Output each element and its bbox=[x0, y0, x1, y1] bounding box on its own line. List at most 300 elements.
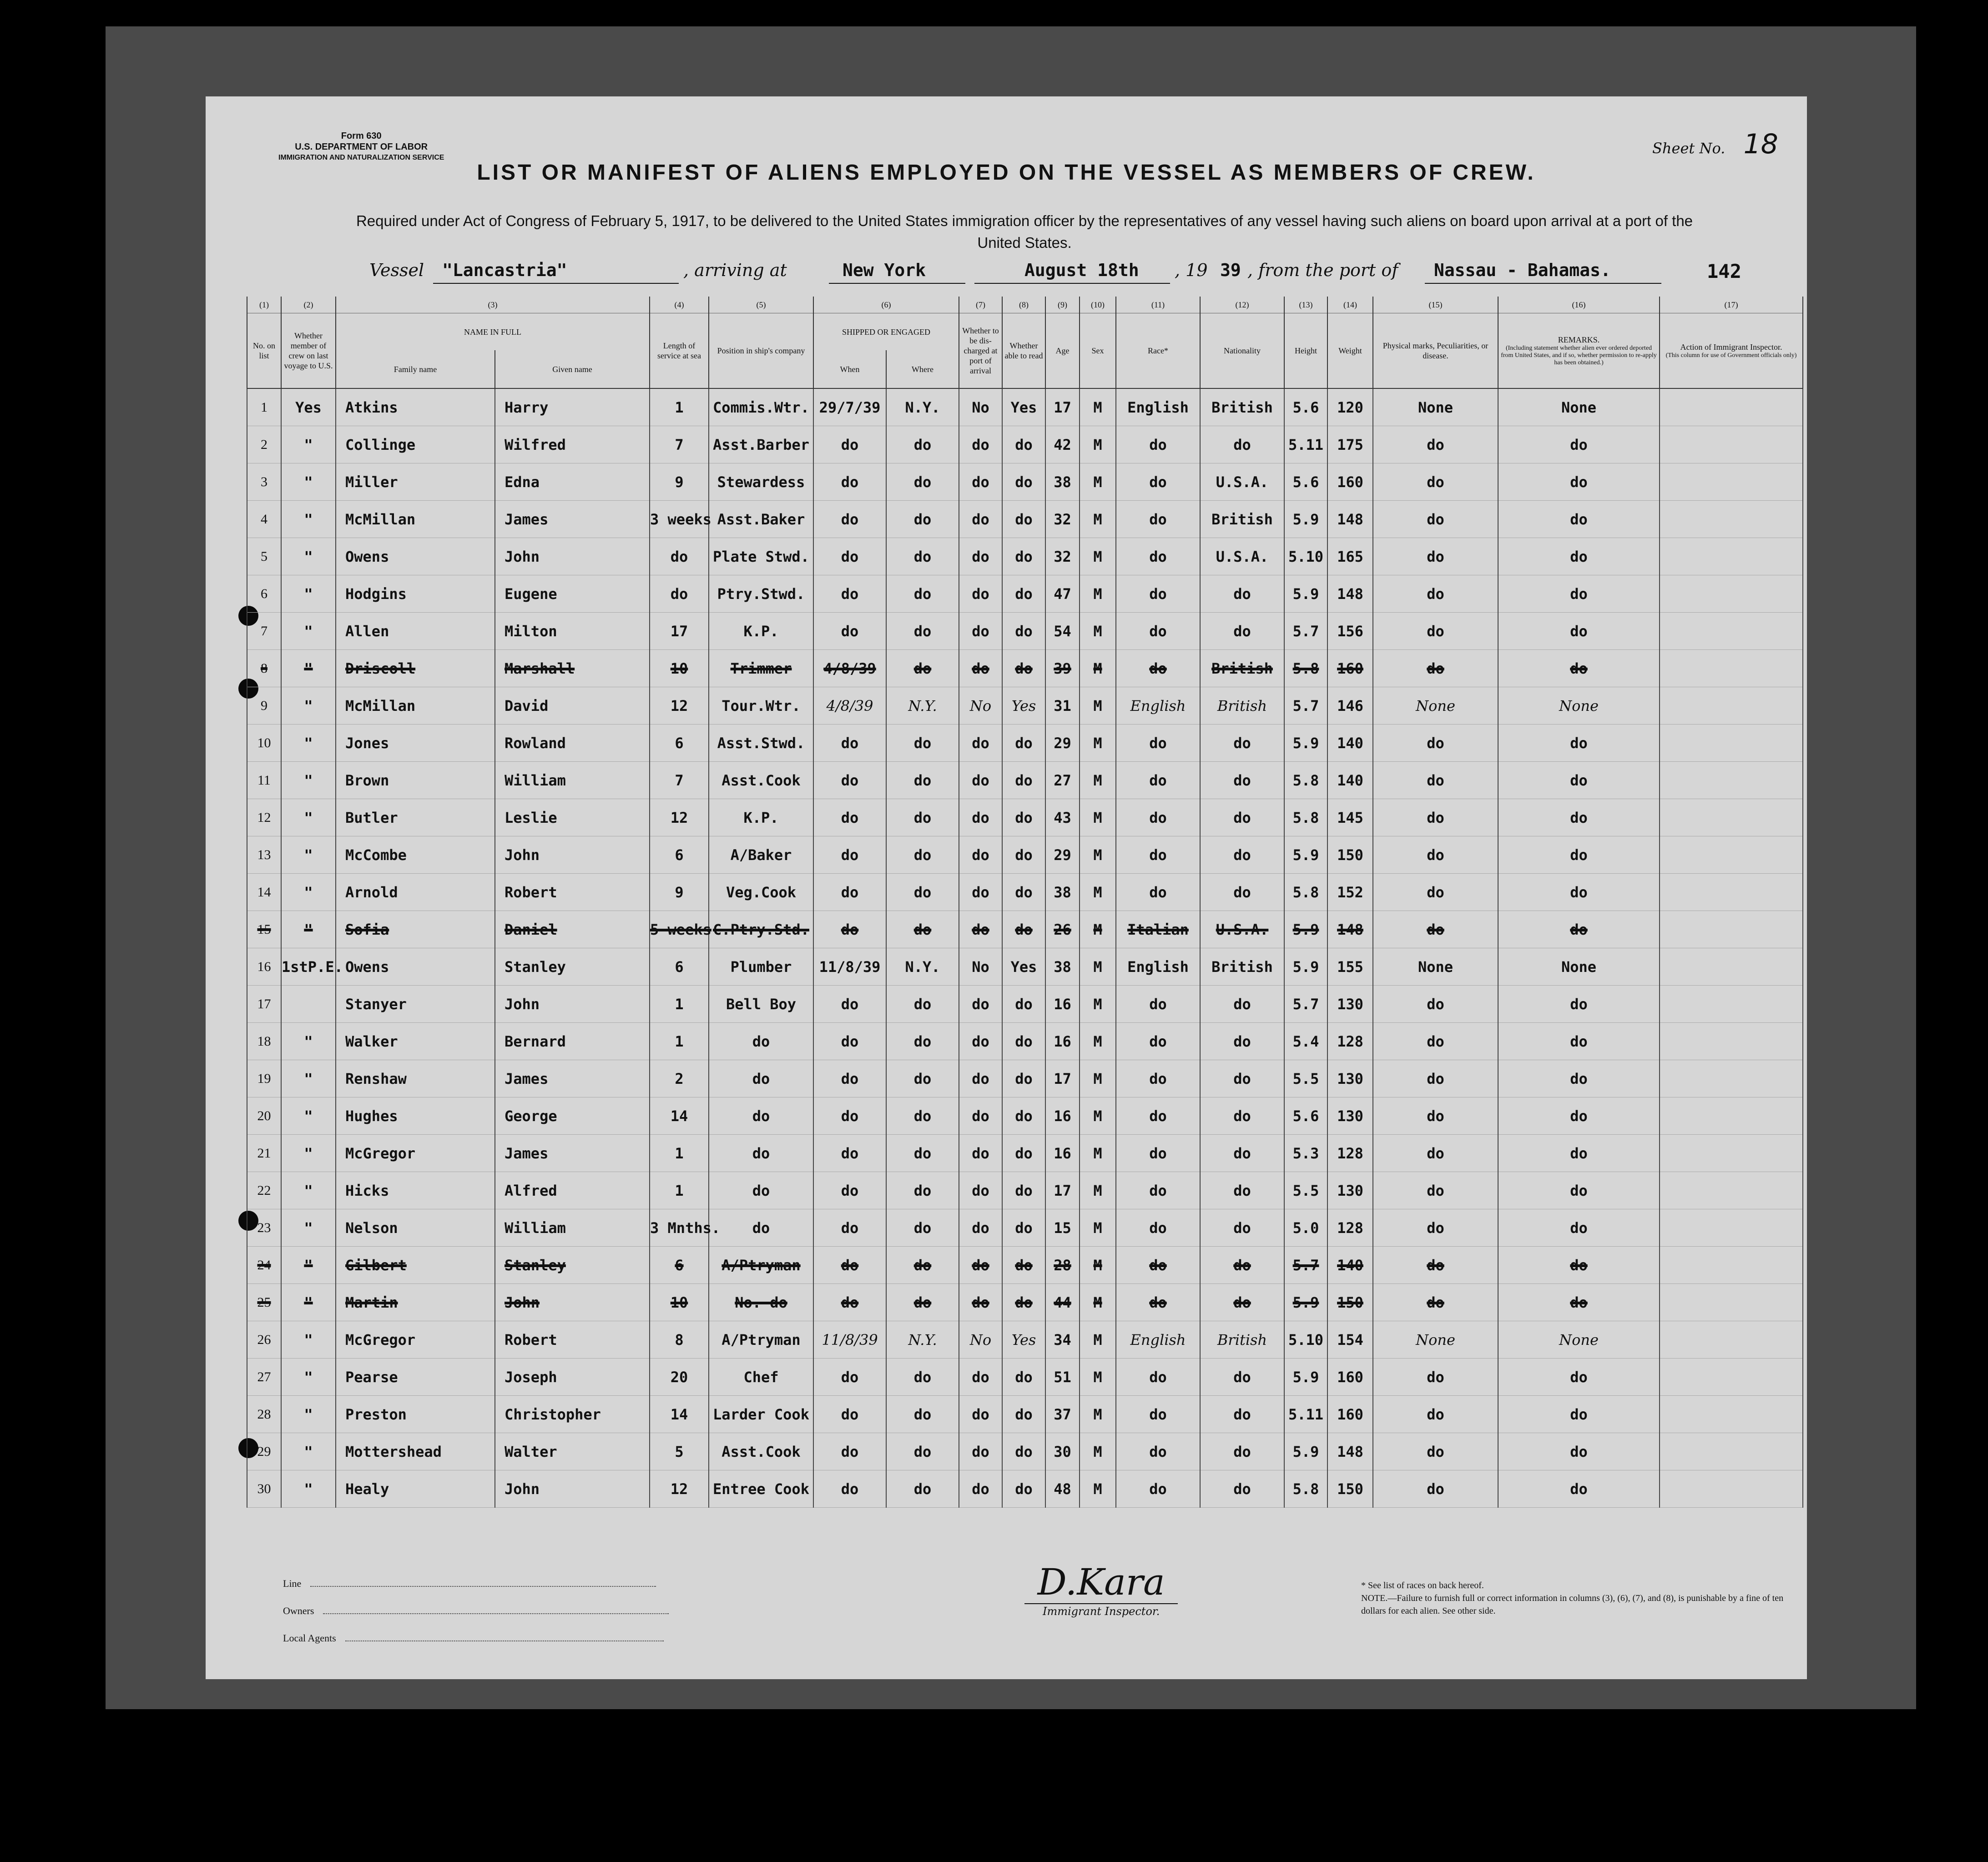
manifest-sheet bbox=[206, 96, 1807, 1679]
given-name: Robert bbox=[495, 874, 650, 911]
shipped-where: do bbox=[886, 613, 959, 650]
position: C.Ptry.Std. bbox=[709, 911, 813, 948]
length-of-service: 9 bbox=[650, 463, 709, 501]
given-name: Edna bbox=[495, 463, 650, 501]
length-of-service: 6 bbox=[650, 1247, 709, 1284]
weight: 128 bbox=[1327, 1135, 1373, 1172]
weight: 150 bbox=[1327, 836, 1373, 874]
family-name: Butler bbox=[336, 799, 495, 836]
length-of-service: 6 bbox=[650, 948, 709, 986]
family-name: Owens bbox=[336, 538, 495, 575]
inspector-action bbox=[1660, 1284, 1803, 1321]
row-number: 21 bbox=[247, 1135, 281, 1172]
nationality: do bbox=[1200, 426, 1284, 463]
remarks: do bbox=[1498, 1284, 1660, 1321]
age: 37 bbox=[1045, 1396, 1080, 1433]
position: do bbox=[709, 1172, 813, 1209]
age: 43 bbox=[1045, 799, 1080, 836]
shipped-where: do bbox=[886, 762, 959, 799]
sex: M bbox=[1080, 501, 1116, 538]
height: 5.7 bbox=[1284, 687, 1327, 725]
position: Entree Cook bbox=[709, 1470, 813, 1508]
row-number: 23 bbox=[247, 1209, 281, 1247]
sheet-number bbox=[1652, 128, 1778, 160]
race: do bbox=[1116, 1060, 1200, 1097]
race: do bbox=[1116, 725, 1200, 762]
position: Plumber bbox=[709, 948, 813, 986]
sex: M bbox=[1080, 1470, 1116, 1508]
length-of-service: 6 bbox=[650, 836, 709, 874]
remarks: do bbox=[1498, 1172, 1660, 1209]
action-title: Action of Immigrant Inspector. bbox=[1680, 342, 1782, 352]
shipped-where: do bbox=[886, 538, 959, 575]
nationality: do bbox=[1200, 613, 1284, 650]
length-of-service: 7 bbox=[650, 426, 709, 463]
family-name: Walker bbox=[336, 1023, 495, 1060]
row-number: 13 bbox=[247, 836, 281, 874]
remarks-note: (Including statement whether alien ever ordered deported from United States, and if so, whether permission to re-apply has been obtained.) bbox=[1501, 345, 1657, 366]
physical-marks: do bbox=[1373, 501, 1498, 538]
table-row bbox=[247, 613, 1803, 650]
physical-marks: do bbox=[1373, 1396, 1498, 1433]
shipped-when: do bbox=[813, 1097, 886, 1135]
physical-marks: None bbox=[1373, 1321, 1498, 1359]
remarks: None bbox=[1498, 1321, 1660, 1359]
col-height: Height bbox=[1284, 313, 1327, 389]
given-name: Daniel bbox=[495, 911, 650, 948]
discharged: do bbox=[959, 426, 1002, 463]
race: do bbox=[1116, 1135, 1200, 1172]
discharged: do bbox=[959, 1172, 1002, 1209]
length-of-service: 5 weeks bbox=[650, 911, 709, 948]
length-of-service: 2 bbox=[650, 1060, 709, 1097]
given-name: Eugene bbox=[495, 575, 650, 613]
age: 38 bbox=[1045, 874, 1080, 911]
position: Asst.Cook bbox=[709, 762, 813, 799]
shipped-when: do bbox=[813, 1359, 886, 1396]
shipped-when: 4/8/39 bbox=[813, 650, 886, 687]
remarks: do bbox=[1498, 1470, 1660, 1508]
physical-marks: do bbox=[1373, 426, 1498, 463]
length-of-service: 1 bbox=[650, 1172, 709, 1209]
age: 29 bbox=[1045, 725, 1080, 762]
inspector-action bbox=[1660, 575, 1803, 613]
table-row bbox=[247, 874, 1803, 911]
inspector-action bbox=[1660, 1247, 1803, 1284]
row-number: 12 bbox=[247, 799, 281, 836]
crew-member-status: " bbox=[281, 687, 336, 725]
remarks: do bbox=[1498, 1359, 1660, 1396]
given-name: James bbox=[495, 1135, 650, 1172]
age: 30 bbox=[1045, 1433, 1080, 1470]
col-when: When bbox=[813, 350, 886, 388]
given-name: Harry bbox=[495, 388, 650, 426]
able-to-read: Yes bbox=[1002, 1321, 1045, 1359]
able-to-read: do bbox=[1002, 1172, 1045, 1209]
able-to-read: do bbox=[1002, 1433, 1045, 1470]
row-number: 11 bbox=[247, 762, 281, 799]
height: 5.9 bbox=[1284, 948, 1327, 986]
physical-marks: do bbox=[1373, 1284, 1498, 1321]
race-note: * See list of races on back hereof. bbox=[1361, 1580, 1484, 1590]
length-of-service: 14 bbox=[650, 1097, 709, 1135]
family-name: Gilbert bbox=[336, 1247, 495, 1284]
shipped-when: do bbox=[813, 911, 886, 948]
footer-fields bbox=[283, 1570, 669, 1652]
able-to-read: do bbox=[1002, 836, 1045, 874]
col-able-to-read: Whether able to read bbox=[1002, 313, 1045, 389]
length-of-service: 14 bbox=[650, 1396, 709, 1433]
nationality: do bbox=[1200, 1060, 1284, 1097]
crew-member-status: " bbox=[281, 426, 336, 463]
age: 16 bbox=[1045, 1023, 1080, 1060]
shipped-when: do bbox=[813, 1135, 886, 1172]
family-name: McMillan bbox=[336, 687, 495, 725]
shipped-when: do bbox=[813, 575, 886, 613]
shipped-when: do bbox=[813, 1172, 886, 1209]
footnotes bbox=[1361, 1579, 1789, 1617]
given-name: Rowland bbox=[495, 725, 650, 762]
col-discharged: Whether to be dis-charged at port of arrival bbox=[959, 313, 1002, 389]
shipped-when: do bbox=[813, 1060, 886, 1097]
col-given-name: Given name bbox=[495, 350, 650, 388]
arriving-label: , arriving at bbox=[683, 260, 787, 280]
shipped-where: do bbox=[886, 799, 959, 836]
remarks: do bbox=[1498, 1023, 1660, 1060]
physical-marks: do bbox=[1373, 650, 1498, 687]
crew-member-status: " bbox=[281, 575, 336, 613]
height: 5.6 bbox=[1284, 1097, 1327, 1135]
race: English bbox=[1116, 388, 1200, 426]
age: 42 bbox=[1045, 426, 1080, 463]
row-number: 20 bbox=[247, 1097, 281, 1135]
crew-member-status: " bbox=[281, 1097, 336, 1135]
page-title: LIST OR MANIFEST OF ALIENS EMPLOYED ON THE VESSEL AS MEMBERS OF CREW. bbox=[477, 161, 1536, 185]
age: 26 bbox=[1045, 911, 1080, 948]
shipped-when: do bbox=[813, 986, 886, 1023]
able-to-read: do bbox=[1002, 613, 1045, 650]
age: 27 bbox=[1045, 762, 1080, 799]
given-name: James bbox=[495, 501, 650, 538]
discharged: No bbox=[959, 1321, 1002, 1359]
able-to-read: Yes bbox=[1002, 687, 1045, 725]
discharged: do bbox=[959, 836, 1002, 874]
shipped-where: do bbox=[886, 1097, 959, 1135]
row-number: 26 bbox=[247, 1321, 281, 1359]
column-number: (12) bbox=[1200, 297, 1284, 313]
age: 51 bbox=[1045, 1359, 1080, 1396]
position: No. do bbox=[709, 1284, 813, 1321]
given-name: John bbox=[495, 538, 650, 575]
given-name: Bernard bbox=[495, 1023, 650, 1060]
height: 5.9 bbox=[1284, 911, 1327, 948]
crew-member-status: " bbox=[281, 725, 336, 762]
remarks: do bbox=[1498, 725, 1660, 762]
race: do bbox=[1116, 1097, 1200, 1135]
col-name-in-full: NAME IN FULL bbox=[336, 313, 650, 351]
table-row bbox=[247, 426, 1803, 463]
weight: 128 bbox=[1327, 1209, 1373, 1247]
weight: 150 bbox=[1327, 1284, 1373, 1321]
physical-marks: do bbox=[1373, 1060, 1498, 1097]
race: do bbox=[1116, 575, 1200, 613]
race: do bbox=[1116, 1247, 1200, 1284]
inspector-action bbox=[1660, 762, 1803, 799]
position: K.P. bbox=[709, 613, 813, 650]
age: 38 bbox=[1045, 463, 1080, 501]
height: 5.9 bbox=[1284, 501, 1327, 538]
sex: M bbox=[1080, 388, 1116, 426]
inspector-action bbox=[1660, 538, 1803, 575]
nationality: do bbox=[1200, 1247, 1284, 1284]
agents-label: Local Agents bbox=[283, 1632, 336, 1644]
length-of-service: 6 bbox=[650, 725, 709, 762]
inspector-action bbox=[1660, 687, 1803, 725]
weight: 140 bbox=[1327, 1247, 1373, 1284]
shipped-where: do bbox=[886, 1172, 959, 1209]
shipped-where: do bbox=[886, 501, 959, 538]
crew-member-status: " bbox=[281, 1321, 336, 1359]
remarks: do bbox=[1498, 1135, 1660, 1172]
shipped-where: do bbox=[886, 1359, 959, 1396]
inspector-action bbox=[1660, 501, 1803, 538]
able-to-read: do bbox=[1002, 1396, 1045, 1433]
weight: 148 bbox=[1327, 911, 1373, 948]
remarks: do bbox=[1498, 1209, 1660, 1247]
row-number: 4 bbox=[247, 501, 281, 538]
crew-member-status: " bbox=[281, 1396, 336, 1433]
discharged: do bbox=[959, 538, 1002, 575]
given-name: Stanley bbox=[495, 948, 650, 986]
weight: 150 bbox=[1327, 1470, 1373, 1508]
inspector-action bbox=[1660, 799, 1803, 836]
length-of-service: 9 bbox=[650, 874, 709, 911]
length-of-service: 1 bbox=[650, 986, 709, 1023]
family-name: McCombe bbox=[336, 836, 495, 874]
height: 5.9 bbox=[1284, 1359, 1327, 1396]
col-length-of-service: Length of service at sea bbox=[650, 313, 709, 389]
discharged: do bbox=[959, 1023, 1002, 1060]
physical-marks: None bbox=[1373, 388, 1498, 426]
row-number: 28 bbox=[247, 1396, 281, 1433]
remarks: do bbox=[1498, 650, 1660, 687]
shipped-when: do bbox=[813, 1023, 886, 1060]
inspector-action bbox=[1660, 1433, 1803, 1470]
race: do bbox=[1116, 1433, 1200, 1470]
shipped-where: do bbox=[886, 1060, 959, 1097]
column-number: (15) bbox=[1373, 297, 1498, 313]
physical-marks: do bbox=[1373, 1247, 1498, 1284]
physical-marks: do bbox=[1373, 762, 1498, 799]
table-row bbox=[247, 986, 1803, 1023]
race: do bbox=[1116, 1359, 1200, 1396]
crew-manifest-table bbox=[247, 297, 1803, 1508]
nationality: U.S.A. bbox=[1200, 463, 1284, 501]
given-name: Walter bbox=[495, 1433, 650, 1470]
height: 5.3 bbox=[1284, 1135, 1327, 1172]
row-number: 7 bbox=[247, 613, 281, 650]
remarks: do bbox=[1498, 426, 1660, 463]
column-number: (11) bbox=[1116, 297, 1200, 313]
discharged: do bbox=[959, 1209, 1002, 1247]
shipped-where: do bbox=[886, 874, 959, 911]
shipped-when: do bbox=[813, 799, 886, 836]
position: Commis.Wtr. bbox=[709, 388, 813, 426]
position: Asst.Baker bbox=[709, 501, 813, 538]
nationality: do bbox=[1200, 1023, 1284, 1060]
shipped-when: 4/8/39 bbox=[813, 687, 886, 725]
given-name: Milton bbox=[495, 613, 650, 650]
sheet-number-label: Sheet No. bbox=[1652, 140, 1726, 157]
remarks: None bbox=[1498, 687, 1660, 725]
height: 5.11 bbox=[1284, 426, 1327, 463]
given-name: Leslie bbox=[495, 799, 650, 836]
age: 16 bbox=[1045, 1097, 1080, 1135]
family-name: Driscoll bbox=[336, 650, 495, 687]
shipped-where: do bbox=[886, 463, 959, 501]
shipped-when: do bbox=[813, 1209, 886, 1247]
discharged: do bbox=[959, 986, 1002, 1023]
shipped-where: do bbox=[886, 1470, 959, 1508]
column-number: (4) bbox=[650, 297, 709, 313]
physical-marks: do bbox=[1373, 1135, 1498, 1172]
age: 34 bbox=[1045, 1321, 1080, 1359]
height: 5.9 bbox=[1284, 575, 1327, 613]
table-row bbox=[247, 1359, 1803, 1396]
table-row bbox=[247, 1470, 1803, 1508]
remarks: do bbox=[1498, 613, 1660, 650]
race: do bbox=[1116, 650, 1200, 687]
arrival-date: August 18th bbox=[1024, 260, 1139, 280]
row-number: 25 bbox=[247, 1284, 281, 1321]
discharged: do bbox=[959, 1060, 1002, 1097]
height: 5.8 bbox=[1284, 762, 1327, 799]
family-name: McGregor bbox=[336, 1321, 495, 1359]
inspector-action bbox=[1660, 650, 1803, 687]
given-name: James bbox=[495, 1060, 650, 1097]
age: 39 bbox=[1045, 650, 1080, 687]
inspector-action bbox=[1660, 1470, 1803, 1508]
shipped-when: do bbox=[813, 426, 886, 463]
given-name: Marshall bbox=[495, 650, 650, 687]
table-row bbox=[247, 762, 1803, 799]
crew-member-status: " bbox=[281, 538, 336, 575]
position: Asst.Barber bbox=[709, 426, 813, 463]
discharged: do bbox=[959, 799, 1002, 836]
shipped-when: do bbox=[813, 874, 886, 911]
weight: 160 bbox=[1327, 463, 1373, 501]
column-number: (8) bbox=[1002, 297, 1045, 313]
race: do bbox=[1116, 613, 1200, 650]
inspector-action bbox=[1660, 725, 1803, 762]
nationality: do bbox=[1200, 1396, 1284, 1433]
crew-member-status: " bbox=[281, 613, 336, 650]
nationality: British bbox=[1200, 1321, 1284, 1359]
shipped-where: do bbox=[886, 986, 959, 1023]
penalty-note: NOTE.—Failure to furnish full or correct information in columns (3), (6), (7), and (8), is punishable by a fine of ten dollars for each alien. See other side. bbox=[1361, 1593, 1784, 1616]
physical-marks: do bbox=[1373, 1359, 1498, 1396]
col-family-name: Family name bbox=[336, 350, 495, 388]
inspector-action bbox=[1660, 463, 1803, 501]
height: 5.9 bbox=[1284, 725, 1327, 762]
able-to-read: do bbox=[1002, 1097, 1045, 1135]
crew-member-status: " bbox=[281, 1023, 336, 1060]
position: Larder Cook bbox=[709, 1396, 813, 1433]
col-nationality: Nationality bbox=[1200, 313, 1284, 389]
age: 29 bbox=[1045, 836, 1080, 874]
table-row bbox=[247, 1135, 1803, 1172]
weight: 130 bbox=[1327, 986, 1373, 1023]
physical-marks: None bbox=[1373, 687, 1498, 725]
row-number: 17 bbox=[247, 986, 281, 1023]
height: 5.9 bbox=[1284, 1433, 1327, 1470]
nationality: do bbox=[1200, 1172, 1284, 1209]
position: do bbox=[709, 1097, 813, 1135]
weight: 128 bbox=[1327, 1023, 1373, 1060]
shipped-where: N.Y. bbox=[886, 388, 959, 426]
table-row bbox=[247, 911, 1803, 948]
row-number: 30 bbox=[247, 1470, 281, 1508]
race: do bbox=[1116, 1470, 1200, 1508]
physical-marks: do bbox=[1373, 538, 1498, 575]
crew-member-status: Yes bbox=[281, 388, 336, 426]
row-number: 24 bbox=[247, 1247, 281, 1284]
discharged: do bbox=[959, 1097, 1002, 1135]
able-to-read: do bbox=[1002, 911, 1045, 948]
port-label: , from the port of bbox=[1247, 260, 1398, 280]
table-row bbox=[247, 1321, 1803, 1359]
table-row bbox=[247, 687, 1803, 725]
race: do bbox=[1116, 986, 1200, 1023]
crew-member-status: 1stP.E. bbox=[281, 948, 336, 986]
crew-member-status: " bbox=[281, 1433, 336, 1470]
shipped-where: do bbox=[886, 836, 959, 874]
position: do bbox=[709, 1023, 813, 1060]
sex: M bbox=[1080, 1284, 1116, 1321]
length-of-service: 1 bbox=[650, 388, 709, 426]
position: Ptry.Stwd. bbox=[709, 575, 813, 613]
family-name: Owens bbox=[336, 948, 495, 986]
column-number: (7) bbox=[959, 297, 1002, 313]
age: 16 bbox=[1045, 1135, 1080, 1172]
column-number: (1) bbox=[247, 297, 281, 313]
inspector-action bbox=[1660, 986, 1803, 1023]
shipped-where: do bbox=[886, 911, 959, 948]
given-name: George bbox=[495, 1097, 650, 1135]
age: 15 bbox=[1045, 1209, 1080, 1247]
col-weight: Weight bbox=[1327, 313, 1373, 389]
age: 17 bbox=[1045, 1060, 1080, 1097]
physical-marks: do bbox=[1373, 613, 1498, 650]
column-number: (2) bbox=[281, 297, 336, 313]
inspector-action bbox=[1660, 426, 1803, 463]
weight: 148 bbox=[1327, 1433, 1373, 1470]
remarks: do bbox=[1498, 1060, 1660, 1097]
remarks: None bbox=[1498, 948, 1660, 986]
row-number: 8 bbox=[247, 650, 281, 687]
shipped-when: do bbox=[813, 501, 886, 538]
given-name: John bbox=[495, 1284, 650, 1321]
sex: M bbox=[1080, 1359, 1116, 1396]
shipped-when: do bbox=[813, 836, 886, 874]
given-name: John bbox=[495, 836, 650, 874]
height: 5.8 bbox=[1284, 799, 1327, 836]
able-to-read: Yes bbox=[1002, 948, 1045, 986]
row-number: 9 bbox=[247, 687, 281, 725]
inspector-action bbox=[1660, 1172, 1803, 1209]
inspector-action bbox=[1660, 1135, 1803, 1172]
remarks: None bbox=[1498, 388, 1660, 426]
